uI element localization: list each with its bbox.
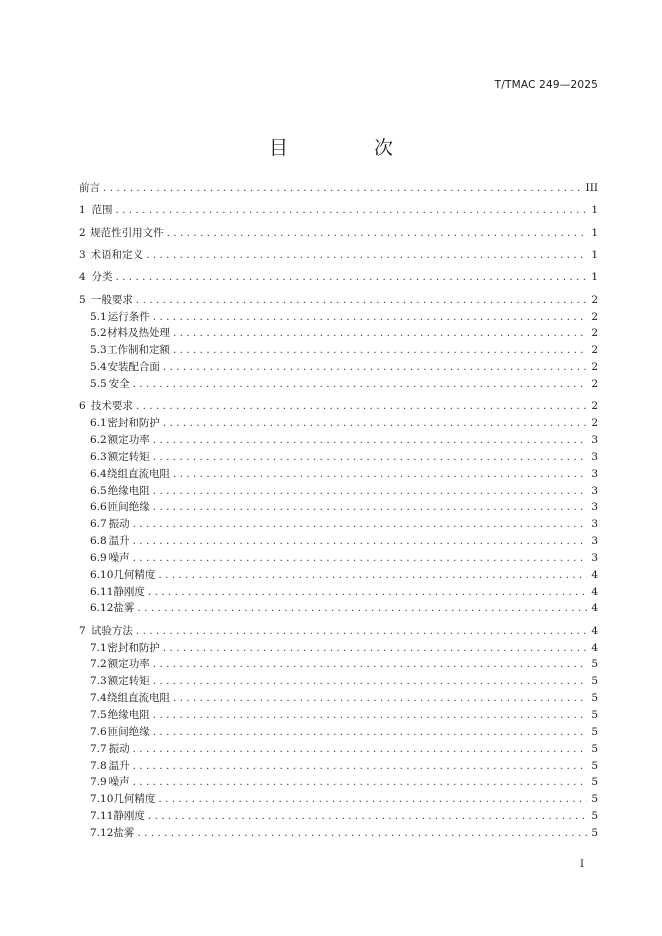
toc-entry-number: 7.8	[90, 759, 107, 772]
toc-entry-number: 6.10	[90, 568, 114, 581]
toc-entry[interactable]	[79, 466, 598, 483]
toc-entry-page: 5	[591, 793, 598, 806]
toc-leader-dots	[153, 658, 588, 670]
toc-leader-dots	[163, 417, 587, 429]
toc-entry-number: 2	[79, 226, 86, 239]
toc-entry-label: 温升	[108, 535, 130, 548]
toc-entry[interactable]	[79, 499, 598, 516]
toc-entry-label: 几何精度	[113, 568, 156, 581]
toc-leader-dots	[136, 625, 587, 637]
toc-entry[interactable]	[79, 376, 598, 393]
toc-leader-dots	[153, 434, 588, 446]
toc-entry-label: 运行条件	[107, 310, 150, 323]
toc-entry[interactable]	[79, 707, 598, 724]
toc-entry-label: 绕组直流电阻	[106, 467, 170, 480]
toc-entry-label: 试验方法	[90, 624, 133, 637]
toc-entry-number: 6.9	[90, 551, 107, 564]
toc-entry[interactable]	[79, 483, 598, 500]
toc-entry[interactable]	[79, 724, 598, 741]
toc-entry-page: 2	[591, 344, 598, 357]
toc-entry[interactable]	[79, 325, 598, 342]
toc-entry-number: 6.4	[90, 467, 107, 480]
toc-leader-dots	[103, 182, 582, 194]
toc-entry-number: 4	[79, 271, 86, 284]
toc-entry[interactable]	[79, 600, 598, 617]
toc-entry-page: 5	[591, 759, 598, 772]
toc-entry-page: 3	[591, 518, 598, 531]
toc-entry[interactable]	[79, 309, 598, 326]
toc-entry-number: 6	[79, 400, 86, 413]
toc-leader-dots	[133, 552, 588, 564]
toc-entry-page: 2	[591, 400, 598, 413]
toc-entry[interactable]	[79, 516, 598, 533]
toc-entry-page: 4	[591, 641, 598, 654]
toc-leader-dots	[158, 793, 587, 805]
toc-entry-page: 2	[591, 377, 598, 390]
toc-entry-label: 噪声	[108, 551, 130, 564]
toc-entry-page: 4	[591, 568, 598, 581]
toc-entry-page: 5	[591, 658, 598, 671]
toc-leader-dots	[137, 602, 587, 614]
toc-entry[interactable]	[79, 269, 598, 286]
toc-entry-page: 2	[591, 417, 598, 430]
toc-leader-dots	[153, 311, 588, 323]
toc-entry[interactable]	[79, 225, 598, 242]
toc-entry[interactable]	[79, 359, 598, 376]
toc-entry-label: 绕组直流电阻	[106, 692, 170, 705]
toc-entry-number: 6.8	[90, 535, 107, 548]
toc-entry-page: 5	[591, 776, 598, 789]
toc-entry-label: 额定转矩	[107, 675, 150, 688]
toc-entry[interactable]	[79, 292, 598, 309]
toc-entry[interactable]	[79, 415, 598, 432]
toc-entry-label: 静刚度	[113, 585, 145, 598]
toc-entry-page: 4	[591, 624, 598, 637]
toc-entry-page: 3	[591, 551, 598, 564]
toc-entry-page: 2	[591, 310, 598, 323]
toc-entry-page: 1	[591, 271, 598, 284]
toc-entry-label: 额定功率	[107, 658, 150, 671]
toc-entry-page: 2	[591, 361, 598, 374]
toc-entry-page: 3	[591, 433, 598, 446]
toc-leader-dots	[115, 204, 587, 216]
toc-entry[interactable]	[79, 449, 598, 466]
toc-entry-number: 6.2	[90, 433, 107, 446]
toc-entry[interactable]	[79, 741, 598, 758]
toc-entry-page: 4	[591, 602, 598, 615]
toc-leader-dots	[133, 760, 588, 772]
toc-entry-label: 盐雾	[113, 826, 135, 839]
toc-entry-page: III	[585, 182, 598, 194]
toc-leader-dots	[173, 468, 587, 480]
toc-entry-number: 7.11	[90, 810, 114, 823]
toc-entry-number: 7.12	[90, 826, 114, 839]
toc-entry[interactable]	[79, 623, 598, 640]
toc-entry[interactable]	[79, 758, 598, 775]
table-of-contents	[79, 180, 598, 842]
toc-leader-dots	[163, 361, 587, 373]
toc-entry-label: 密封和防护	[107, 417, 160, 430]
toc-entry-number: 6.1	[90, 417, 107, 430]
toc-entry[interactable]	[79, 825, 598, 842]
toc-entry[interactable]	[79, 432, 598, 449]
toc-entry[interactable]	[79, 533, 598, 550]
toc-title: 目 次	[268, 137, 434, 159]
toc-entry-number: 7.10	[90, 793, 114, 806]
toc-entry-label: 噪声	[108, 776, 130, 789]
toc-leader-dots	[137, 827, 587, 839]
toc-entry-label: 几何精度	[113, 793, 156, 806]
toc-entry-number: 7.6	[90, 725, 107, 738]
toc-entry-page: 5	[591, 826, 598, 839]
toc-entry-number: 7	[79, 624, 86, 637]
toc-leader-dots	[133, 743, 588, 755]
toc-entry[interactable]	[79, 656, 598, 673]
toc-entry-page: 2	[591, 293, 598, 306]
toc-leader-dots	[153, 485, 588, 497]
toc-entry-number: 1	[79, 204, 86, 217]
toc-entry-label: 静刚度	[113, 810, 145, 823]
toc-entry-page: 5	[591, 810, 598, 823]
toc-leader-dots	[133, 776, 588, 788]
toc-entry-number: 5	[79, 293, 86, 306]
toc-entry-label: 前言	[79, 182, 100, 194]
toc-entry-page: 2	[591, 327, 598, 340]
toc-leader-dots	[146, 249, 587, 261]
toc-entry-page: 5	[591, 692, 598, 705]
toc-entry-page: 3	[591, 450, 598, 463]
toc-leader-dots	[153, 675, 588, 687]
toc-entry-number: 5.4	[90, 361, 107, 374]
toc-leader-dots	[153, 726, 588, 738]
toc-entry-label: 分类	[91, 271, 113, 284]
toc-entry-label: 额定转矩	[107, 450, 150, 463]
toc-leader-dots	[158, 569, 587, 581]
toc-entry-number: 7.9	[90, 776, 107, 789]
toc-leader-dots	[153, 709, 588, 721]
toc-entry-number: 7.3	[90, 675, 107, 688]
toc-entry-number: 6.5	[90, 484, 107, 497]
toc-entry-label: 技术要求	[90, 400, 133, 413]
toc-entry-number: 5.2	[90, 327, 107, 340]
toc-entry-page: 5	[591, 725, 598, 738]
toc-entry-number: 5.5	[90, 377, 107, 390]
toc-entry[interactable]	[79, 202, 598, 219]
toc-entry-page: 3	[591, 535, 598, 548]
toc-entry[interactable]	[79, 342, 598, 359]
toc-entry-number: 7.1	[90, 641, 107, 654]
toc-entry[interactable]	[79, 808, 598, 825]
toc-entry-number: 6.3	[90, 450, 107, 463]
toc-entry-label: 工作制和定额	[106, 344, 170, 357]
toc-entry[interactable]	[79, 774, 598, 791]
toc-entry-label: 绝缘电阻	[107, 708, 150, 721]
toc-entry[interactable]	[79, 180, 598, 197]
toc-entry[interactable]	[79, 550, 598, 567]
toc-entry-page: 3	[591, 501, 598, 514]
toc-entry[interactable]	[79, 791, 598, 808]
toc-leader-dots	[136, 294, 587, 306]
toc-entry[interactable]	[79, 398, 598, 415]
toc-entry-number: 3	[79, 249, 86, 262]
toc-entry-label: 范围	[91, 204, 113, 217]
toc-entry-label: 规范性引用文件	[90, 226, 164, 239]
toc-entry[interactable]	[79, 690, 598, 707]
toc-entry-label: 术语和定义	[90, 249, 144, 262]
toc-entry-label: 安装配合面	[107, 361, 160, 374]
toc-entry-number: 7.2	[90, 658, 107, 671]
toc-leader-dots	[115, 271, 587, 283]
toc-entry-number: 6.7	[90, 518, 107, 531]
toc-entry-number: 6.6	[90, 501, 107, 514]
toc-leader-dots	[133, 378, 588, 390]
toc-leader-dots	[163, 642, 587, 654]
toc-entry-label: 匝间绝缘	[107, 501, 150, 514]
toc-entry-label: 温升	[108, 759, 130, 772]
toc-entry-page: 1	[591, 226, 598, 239]
toc-entry-page: 1	[591, 249, 598, 262]
toc-entry-label: 材料及热处理	[106, 327, 170, 340]
toc-entry-page: 4	[591, 585, 598, 598]
toc-entry-page: 5	[591, 742, 598, 755]
toc-entry-number: 5.3	[90, 344, 107, 357]
toc-leader-dots	[133, 518, 588, 530]
toc-entry-label: 额定功率	[107, 433, 150, 446]
toc-leader-dots	[173, 692, 587, 704]
toc-entry-number: 7.7	[90, 742, 107, 755]
toc-entry-number: 7.5	[90, 708, 107, 721]
toc-leader-dots	[148, 810, 587, 822]
toc-entry[interactable]	[79, 247, 598, 264]
toc-leader-dots	[167, 227, 588, 239]
toc-leader-dots	[148, 586, 587, 598]
toc-entry-label: 盐雾	[113, 602, 135, 615]
toc-entry-number: 6.12	[90, 602, 114, 615]
toc-entry-label: 一般要求	[90, 293, 133, 306]
toc-leader-dots	[136, 400, 587, 412]
toc-entry-label: 振动	[108, 518, 130, 531]
toc-entry-label: 安全	[108, 377, 130, 390]
toc-leader-dots	[153, 451, 588, 463]
toc-entry-page: 5	[591, 708, 598, 721]
document-code: T/TMAC 249—2025	[494, 79, 598, 91]
toc-entry-page: 3	[591, 484, 598, 497]
toc-entry-number: 7.4	[90, 692, 107, 705]
toc-leader-dots	[153, 501, 588, 513]
toc-leader-dots	[173, 344, 587, 356]
toc-entry[interactable]	[79, 640, 598, 657]
toc-entry-label: 振动	[108, 742, 130, 755]
page-number: I	[580, 859, 584, 870]
toc-entry-label: 绝缘电阻	[107, 484, 150, 497]
toc-entry[interactable]	[79, 673, 598, 690]
toc-entry-page: 5	[591, 675, 598, 688]
toc-entry-page: 1	[591, 204, 598, 217]
toc-leader-dots	[173, 327, 587, 339]
toc-entry[interactable]	[79, 567, 598, 584]
toc-entry-number: 6.11	[90, 585, 114, 598]
toc-entry-label: 密封和防护	[107, 641, 160, 654]
toc-entry-label: 匝间绝缘	[107, 725, 150, 738]
toc-entry-page: 3	[591, 467, 598, 480]
toc-leader-dots	[133, 535, 588, 547]
toc-entry-number: 5.1	[90, 310, 107, 323]
toc-entry[interactable]	[79, 584, 598, 601]
